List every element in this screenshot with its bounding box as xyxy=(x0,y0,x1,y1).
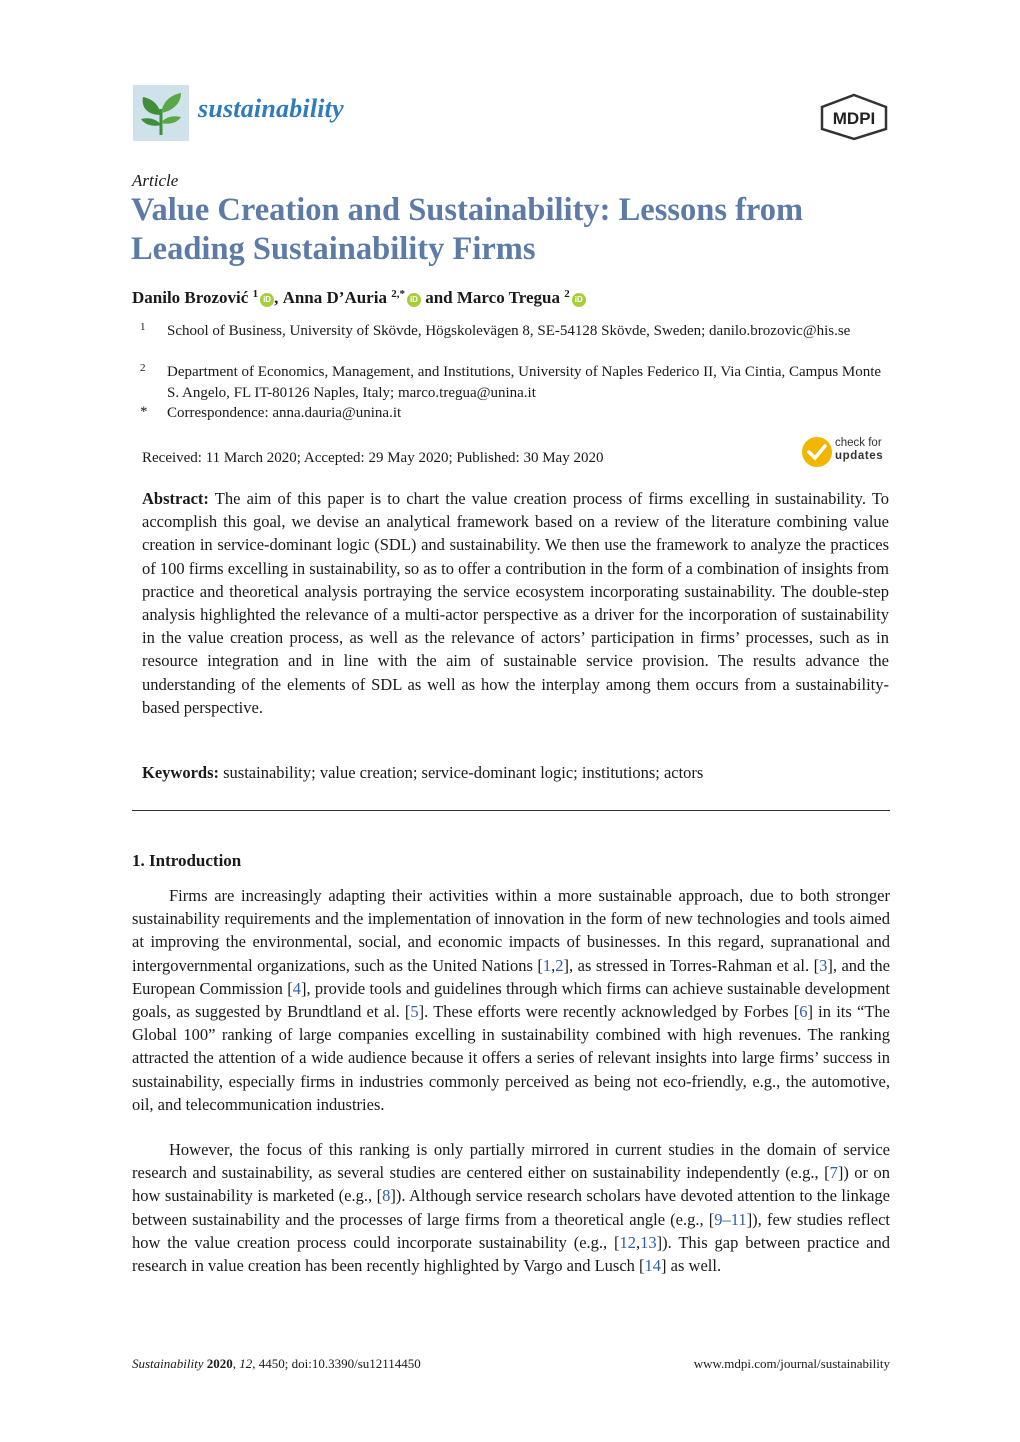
check-updates-line2: updates xyxy=(835,449,884,462)
publication-dates: Received: 11 March 2020; Accepted: 29 May 2020; Published: 30 May 2020 xyxy=(142,450,604,466)
paragraph-text: ]) or on how sustainability is marketed (e.g., [ xyxy=(132,1163,890,1206)
citation-link[interactable]: 14 xyxy=(644,1256,662,1276)
affiliation-number: 2 xyxy=(140,362,146,374)
citation-link[interactable]: 7 xyxy=(829,1163,838,1183)
check-updates-icon xyxy=(801,436,833,468)
citation-separator: , xyxy=(636,1232,641,1252)
mdpi-logo-text: MDPI xyxy=(832,109,876,128)
author-affiliation-marker: 2 xyxy=(564,288,570,300)
citation-link[interactable]: 2 xyxy=(555,955,564,975)
author-name[interactable]: Marco Tregua xyxy=(456,288,560,307)
article-type: Article xyxy=(132,171,179,190)
affiliation-text: School of Business, University of Skövde, Högskolevägen 8, SE-54128 Skövde, Sweden; danilo.brozovic@his.se xyxy=(167,323,851,339)
check-updates-line1: check for xyxy=(835,437,882,449)
citation-separator: , xyxy=(551,955,556,975)
correspondence: Correspondence: anna.dauria@unina.it xyxy=(167,405,402,421)
abstract-label: Abstract: xyxy=(142,489,209,508)
section-heading: 1. Introduction xyxy=(132,851,242,870)
author-affiliation-marker: 2,* xyxy=(391,288,405,300)
orcid-icon[interactable]: iD xyxy=(572,293,586,307)
author-separator: , xyxy=(274,288,279,307)
author-and: and xyxy=(425,288,453,307)
citation-link[interactable]: 1 xyxy=(542,955,552,975)
footer-volume: 12 xyxy=(239,1356,253,1371)
affiliation-number: * xyxy=(140,404,148,420)
author-name[interactable]: Danilo Brozović xyxy=(132,288,249,307)
paragraph-text: ] as well. xyxy=(661,1256,722,1276)
check-for-updates-badge[interactable] xyxy=(801,434,893,470)
orcid-icon[interactable]: iD xyxy=(407,293,421,307)
footer-year: 2020 xyxy=(206,1356,233,1371)
footer-doi: , 4450; doi:10.3390/su12114450 xyxy=(252,1356,421,1371)
paragraph-text: ]). Although service research scholars have devoted attention to the linkage between sustainability and the processes of large firms from a theoretical angle (e.g., [ xyxy=(132,1186,890,1229)
paragraph xyxy=(132,1138,890,1277)
paragraph-text: ], as stressed in Torres-Rahman et al. [ xyxy=(563,955,820,975)
keywords xyxy=(142,763,703,783)
citation-link[interactable]: 12 xyxy=(619,1232,637,1252)
paragraph-text: Firms are increasingly adapting their activities within a more sustainable approach, due to both stronger sustainability requirements and the implementation of innovation in the form of new technologies and tools aimed at improving the environmental, social, and economic impacts of businesses. In this regard, supranational and intergovernmental organizations, such as the United Nations [ xyxy=(132,886,890,975)
affiliation-text: Department of Economics, Management, and Institutions, University of Naples Federico II, Via Cintia, Campus Monte S. Angelo, FL IT-80126 Naples, Italy; marco.tregua@unina.it xyxy=(167,364,882,401)
paragraph-text: However, the focus of this ranking is only partially mirrored in current studies in the domain of service research and sustainability, as several studies are centered either on sustainability independently (e.g., [ xyxy=(132,1140,890,1183)
paragraph-text: ], and the European Commission [ xyxy=(132,955,890,998)
author-name[interactable]: Anna D’Auria xyxy=(282,288,387,307)
paragraph-text: ]. These efforts were recently acknowledged by Forbes [ xyxy=(418,1002,800,1022)
affiliation-number: 1 xyxy=(140,321,146,333)
paragraph-text: ], provide tools and guidelines through which firms can achieve sustainable development goals, as suggested by Brundtland et al. [ xyxy=(132,978,890,1022)
journal-url[interactable]: www.mdpi.com/journal/sustainability xyxy=(693,1356,890,1371)
citation-link[interactable]: 6 xyxy=(799,1002,808,1022)
citation-link[interactable]: 3 xyxy=(819,955,828,975)
citation-link[interactable]: 4 xyxy=(292,978,301,998)
citation-link[interactable]: 9–11 xyxy=(714,1209,747,1229)
divider xyxy=(132,810,890,811)
citation-footer: Sustainability 2020, 12, 4450; doi:10.3390/su12114450 xyxy=(132,1356,421,1371)
footer-journal: Sustainability xyxy=(132,1356,204,1371)
paragraph-text: ] in its “The Global 100” ranking of large companies excelling in sustainability combined with high revenues. The ranking attracted the attention of a wide audience because it offers a series of relevant insights into large firms’ success in sustainability, especially firms in industries commonly perceived as being not eco-friendly, e.g., the automotive, oil, and telecommunication industries. xyxy=(132,1002,890,1114)
abstract xyxy=(142,487,889,719)
paragraph-text: ]). This gap between practice and research in value creation has been recently highlighted by Vargo and Lusch [ xyxy=(132,1232,890,1276)
keywords-label: Keywords: xyxy=(142,763,219,782)
citation-link[interactable]: 13 xyxy=(640,1232,657,1252)
abstract-text: The aim of this paper is to chart the value creation process of firms excelling in sustainability. To accomplish this goal, we devise an analytical framework based on a review of the literature combining value creation in service-dominant logic (SDL) and sustainability. We then use the framework to analyze the practices of 100 firms excelling in sustainability, so as to offer a contribution in the form of a combination of insights from practice and theoretical analysis portraying the service ecosystem incorporating sustainability. The double-step analysis highlighted the relevance of a multi-actor perspective as a driver for the incorporation of sustainability in the value creation process, as well as the relevance of actors’ participation in firms’ processes, such as in resource integration and in line with the aim of sustainable service provision. The results advance the understanding of the elements of SDL as well as how the interplay among them occurs from a sustainability-based perspective. xyxy=(142,489,890,717)
citation-link[interactable]: 8 xyxy=(382,1186,391,1206)
author-list xyxy=(132,288,586,308)
mdpi-logo[interactable] xyxy=(818,93,890,141)
article-title: Value Creation and Sustainability: Lessons from Leading Sustainability Firms xyxy=(131,192,804,267)
keywords-text: sustainability; value creation; service-dominant logic; institutions; actors xyxy=(223,763,704,782)
citation-link[interactable]: 5 xyxy=(410,1002,419,1022)
author-affiliation-marker: 1 xyxy=(252,288,259,300)
paragraph-text: ]), few studies reflect how the value creation process could incorporate sustainability (e.g., [ xyxy=(132,1209,890,1252)
journal-logo-icon xyxy=(133,85,189,141)
paragraph xyxy=(132,884,890,1116)
orcid-icon[interactable]: iD xyxy=(260,293,274,307)
journal-name[interactable]: sustainability xyxy=(198,94,344,123)
